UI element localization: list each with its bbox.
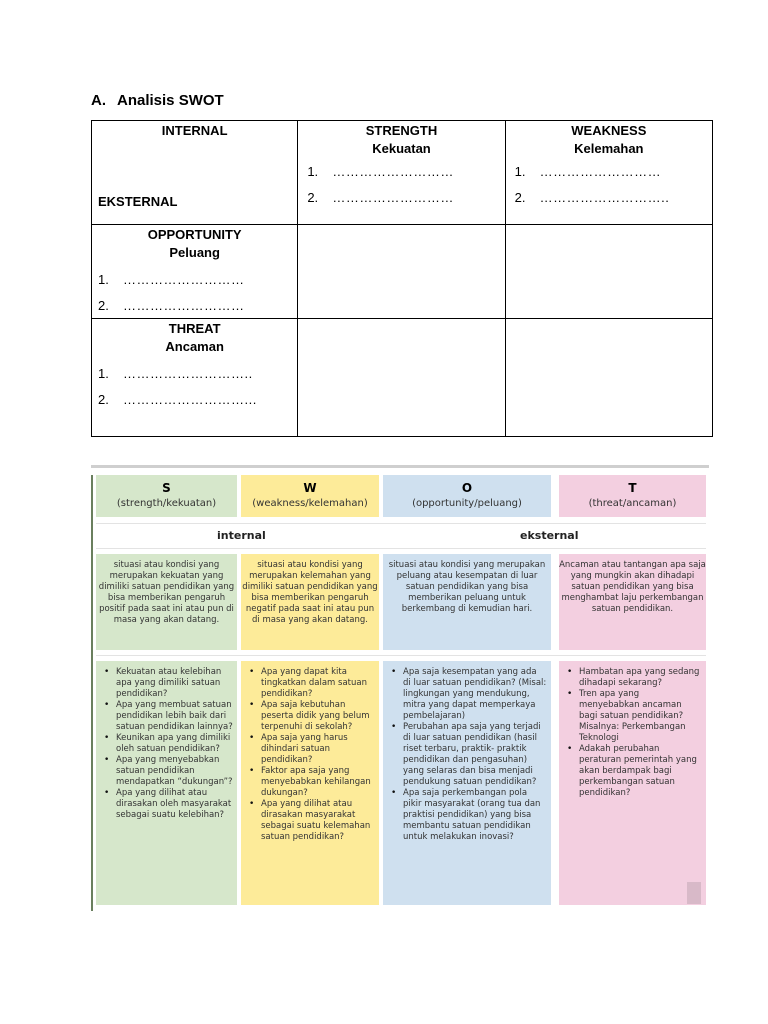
section-heading [91, 92, 224, 109]
threat-cell [92, 319, 298, 437]
list-item: • Perubahan apa saja yang terjadi di luar satuan pendidikan (hasil riset terbaru, praktik- praktik pendidikan dan pengasuhan) yang selaras dan bisa menjadi pendukung satuan pendidikan? [387, 722, 547, 788]
weakness-title: WEAKNESS [571, 123, 647, 138]
opportunity-cell [92, 225, 298, 319]
section-number: A. [91, 92, 106, 109]
threat-subtitle: Ancaman [165, 339, 224, 354]
weakness-item: 1. ……………………… [514, 163, 662, 179]
divider [96, 655, 706, 656]
corner-mark [687, 882, 701, 904]
image-left-edge [91, 475, 93, 911]
list-item: • Apa saja yang harus dihindari satuan pendidikan? [245, 733, 375, 766]
wt-cell[interactable] [505, 319, 712, 437]
list-item: • Hambatan apa yang sedang dihadapi sekarang? [563, 667, 702, 689]
strength-subtitle: Kekuatan [372, 141, 431, 156]
o-header: O (opportunity/peluang) [383, 475, 551, 517]
list-item: • Adakah perubahan peraturan pemerintah yang akan berdampak bagi perkembangan satuan pendidikan? [563, 744, 702, 799]
weakness-item: 2. ……………………….. [514, 189, 670, 205]
wo-cell[interactable] [505, 225, 712, 319]
weakness-subtitle: Kelemahan [574, 141, 644, 156]
threat-item: 2. ………………………... [98, 391, 257, 407]
s-questions [96, 661, 237, 905]
o-questions [383, 661, 551, 905]
divider [96, 548, 706, 549]
o-description: situasi atau kondisi yang merupakan peluang atau kesempatan di luar satuan pendidikan yang bisa memberikan peluang untuk berkembang di kemudian hari. [383, 554, 551, 650]
divider [96, 523, 706, 524]
w-questions [241, 661, 379, 905]
list-item: • Apa yang dapat kita tingkatkan dalam satuan pendidikan? [245, 667, 375, 700]
opportunity-item: 1. ……………………… [98, 271, 245, 287]
st-cell[interactable] [298, 319, 505, 437]
internal-label: INTERNAL [161, 123, 228, 138]
strength-item: 2. ……………………… [307, 189, 454, 205]
opportunity-subtitle: Peluang [169, 245, 220, 260]
swot-table [91, 120, 713, 437]
t-header: T (threat/ancaman) [559, 475, 706, 517]
list-item: • Apa saja kesempatan yang ada di luar satuan pendidikan? (Misal: lingkungan yang mendukung, mitra yang dapat memperkaya pembelajaran) [387, 667, 547, 722]
so-cell[interactable] [298, 225, 505, 319]
s-header: S (strength/kekuatan) [96, 475, 237, 517]
section-title: Analisis SWOT [117, 92, 224, 109]
strength-item: 1. ……………………… [307, 163, 454, 179]
list-item: • Apa saja kebutuhan peserta didik yang belum terpenuhi di sekolah? [245, 700, 375, 733]
s-description: situasi atau kondisi yang merupakan kekuatan yang dimiliki satuan pendidikan yang bisa memberikan pengaruh positif pada saat ini atau pun di masa yang akan datang. [96, 554, 237, 650]
list-item: • Tren apa yang menyebabkan ancaman bagi satuan pendidikan? Misalnya: Perkembangan Teknologi [563, 689, 702, 744]
list-item: • Apa yang dilihat atau dirasakan masyarakat sebagai suatu kelemahan satuan pendidikan? [245, 799, 375, 843]
threat-title: THREAT [168, 321, 221, 336]
strength-cell [298, 121, 505, 225]
image-top-border [91, 465, 709, 468]
w-header: W (weakness/kelemahan) [241, 475, 379, 517]
list-item: • Faktor apa saja yang menyebabkan kehilangan dukungan? [245, 766, 375, 799]
t-description: Ancaman atau tantangan apa saja yang mungkin akan dihadapi satuan pendidikan yang bisa menghambat laju perkembangan satuan pendidikan. [559, 554, 706, 650]
list-item: • Keunikan apa yang dimiliki oleh satuan pendidikan? [100, 733, 233, 755]
weakness-cell [505, 121, 712, 225]
list-item: • Apa saja perkembangan pola pikir masyarakat (orang tua dan praktisi pendidikan) yang bisa membantu satuan pendidikan untuk melakukan inovasi? [387, 788, 547, 843]
eksternal-group-label: eksternal [520, 529, 579, 542]
swot-infographic [91, 465, 709, 911]
list-item: • Apa yang dilihat atau dirasakan oleh masyarakat sebagai suatu kelebihan? [100, 788, 233, 821]
t-questions [559, 661, 706, 905]
opportunity-item: 2. ……………………… [98, 297, 245, 313]
threat-item: 1. ……………………….. [98, 365, 253, 381]
eksternal-label: EKSTERNAL [98, 194, 178, 209]
list-item: • Apa yang menyebabkan satuan pendidikan mendapatkan “dukungan”? [100, 755, 233, 788]
list-item: • Kekuatan atau kelebihan apa yang dimiliki satuan pendidikan? [100, 667, 233, 700]
internal-group-label: internal [217, 529, 266, 542]
w-description: situasi atau kondisi yang merupakan kelemahan yang dimiliki satuan pendidikan yang bisa memberikan pengaruh negatif pada saat ini atau pun di masa yang akan datang. [241, 554, 379, 650]
opportunity-title: OPPORTUNITY [147, 227, 242, 242]
internal-eksternal-cell [92, 121, 298, 225]
list-item: • Apa yang membuat satuan pendidikan lebih baik dari satuan pendidikan lainnya? [100, 700, 233, 733]
strength-title: STRENGTH [365, 123, 438, 138]
